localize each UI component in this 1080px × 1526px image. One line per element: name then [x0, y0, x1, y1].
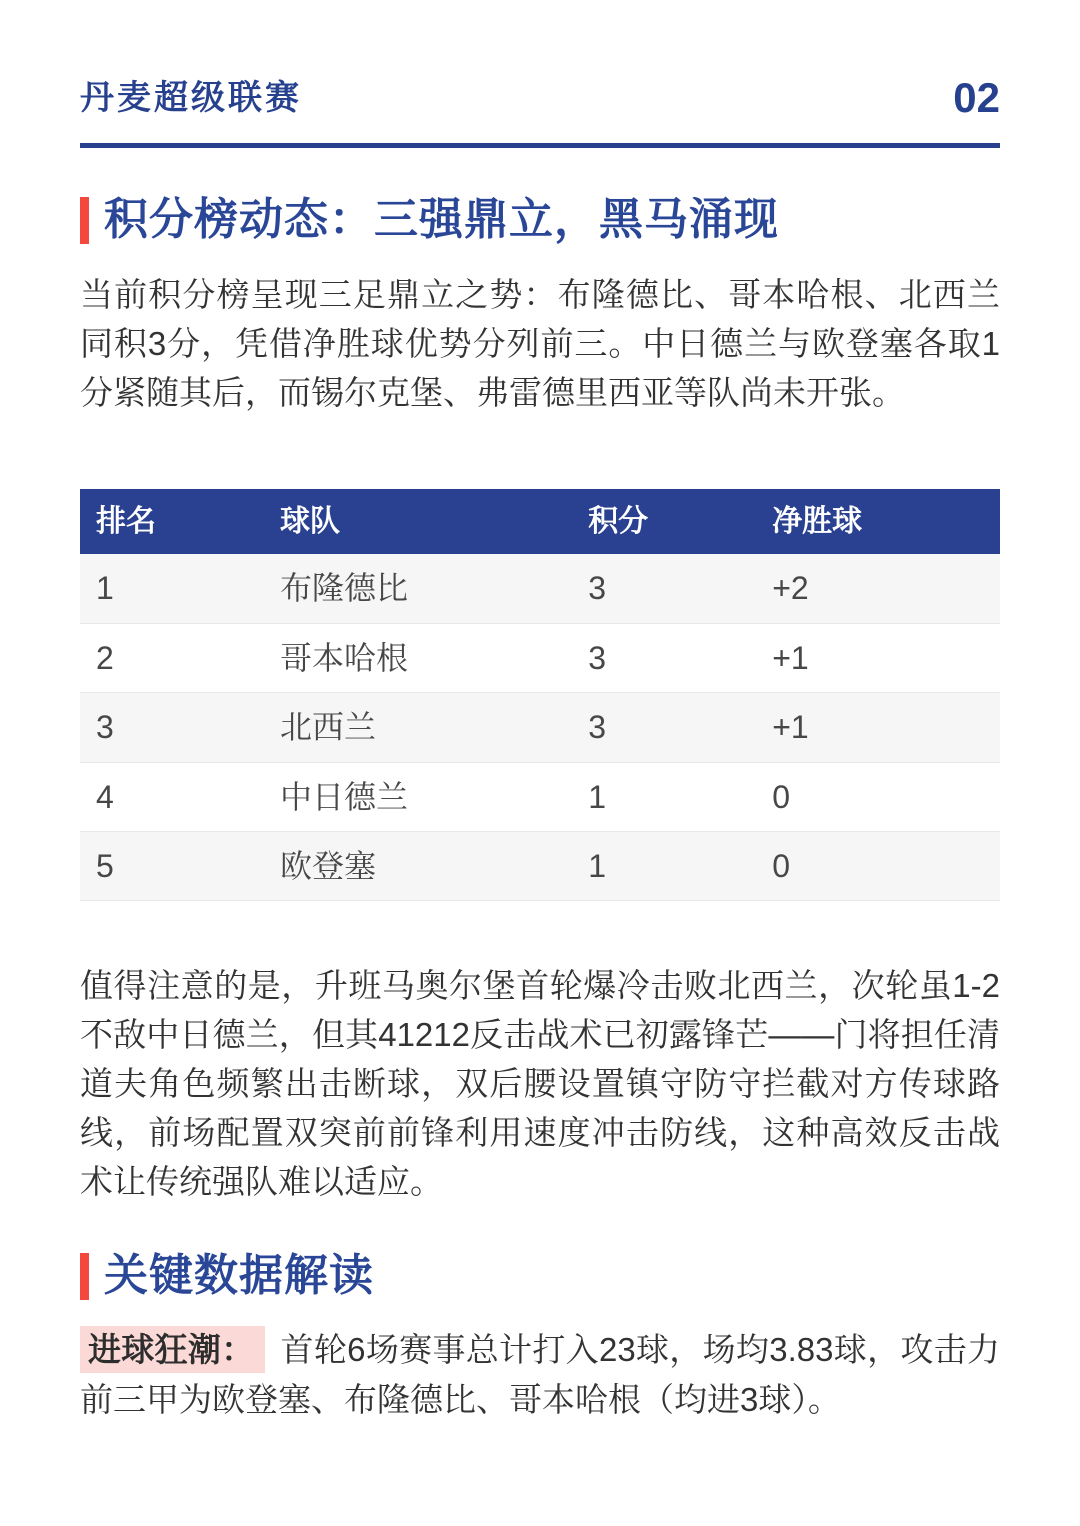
cell-team: 中日德兰	[264, 762, 572, 831]
standings-table-header	[80, 489, 1000, 554]
cell-points: 3	[572, 554, 756, 623]
cell-rank: 5	[80, 831, 264, 900]
section-heading-key-stats	[80, 1252, 1000, 1300]
cell-points: 1	[572, 762, 756, 831]
page-number: 02	[953, 74, 1000, 121]
cell-team: 布隆德比	[264, 554, 572, 623]
table-row	[80, 831, 1000, 900]
cell-gd: +2	[756, 554, 1000, 623]
cell-points: 1	[572, 831, 756, 900]
cell-team: 欧登塞	[264, 831, 572, 900]
table-row	[80, 623, 1000, 692]
table-header-row	[80, 489, 1000, 554]
page-header	[80, 70, 1000, 148]
column-header-gd: 净胜球	[756, 489, 1000, 554]
dark-horse-analysis-paragraph: 值得注意的是，升班马奥尔堡首轮爆冷击败北西兰，次轮虽1-2不敌中日德兰，但其41212反击战术已初露锋芒——门将担任清道夫角色频繁出击断球，双后腰设置镇守防守拦截对方传球路线，前场配置双突前前锋利用速度冲击防线，这种高效反击战术让传统强队难以适应。	[80, 967, 1000, 1201]
table-row	[80, 554, 1000, 623]
goal-rush-highlight-label: 进球狂潮：	[80, 1326, 265, 1373]
cell-rank: 2	[80, 623, 264, 692]
cell-gd: 0	[756, 762, 1000, 831]
standings-table	[80, 489, 1000, 901]
cell-rank: 1	[80, 554, 264, 623]
table-row	[80, 693, 1000, 762]
column-header-team: 球队	[264, 489, 572, 554]
column-header-rank: 排名	[80, 489, 264, 554]
cell-team: 北西兰	[264, 693, 572, 762]
section-heading-standings	[80, 196, 1000, 244]
cell-points: 3	[572, 623, 756, 692]
table-row	[80, 762, 1000, 831]
cell-gd: +1	[756, 623, 1000, 692]
cell-points: 3	[572, 693, 756, 762]
red-accent-bar	[80, 1253, 89, 1300]
column-header-points: 积分	[572, 489, 756, 554]
cell-team: 哥本哈根	[264, 623, 572, 692]
cell-rank: 4	[80, 762, 264, 831]
cell-rank: 3	[80, 693, 264, 762]
cell-gd: 0	[756, 831, 1000, 900]
league-title: 丹麦超级联赛	[80, 79, 302, 117]
standings-intro-paragraph: 当前积分榜呈现三足鼎立之势：布隆德比、哥本哈根、北西兰同积3分，凭借净胜球优势分列前三。中日德兰与欧登塞各取1分紧随其后，而锡尔克堡、弗雷德里西亚等队尚未开张。	[80, 276, 1000, 412]
section-title-key-stats: 关键数据解读	[104, 1251, 374, 1301]
standings-table-body	[80, 554, 1000, 900]
section-title-standings: 积分榜动态：三强鼎立，黑马涌现	[104, 195, 779, 244]
cell-gd: +1	[756, 693, 1000, 762]
goal-rush-paragraph	[80, 1325, 1000, 1425]
goal-rush-text: 首轮6场赛事总计打入23球，场均3.83球，攻击力前三甲为欧登塞、布隆德比、哥本哈根（均进3球）。	[80, 1330, 1000, 1418]
red-accent-bar	[80, 197, 89, 244]
